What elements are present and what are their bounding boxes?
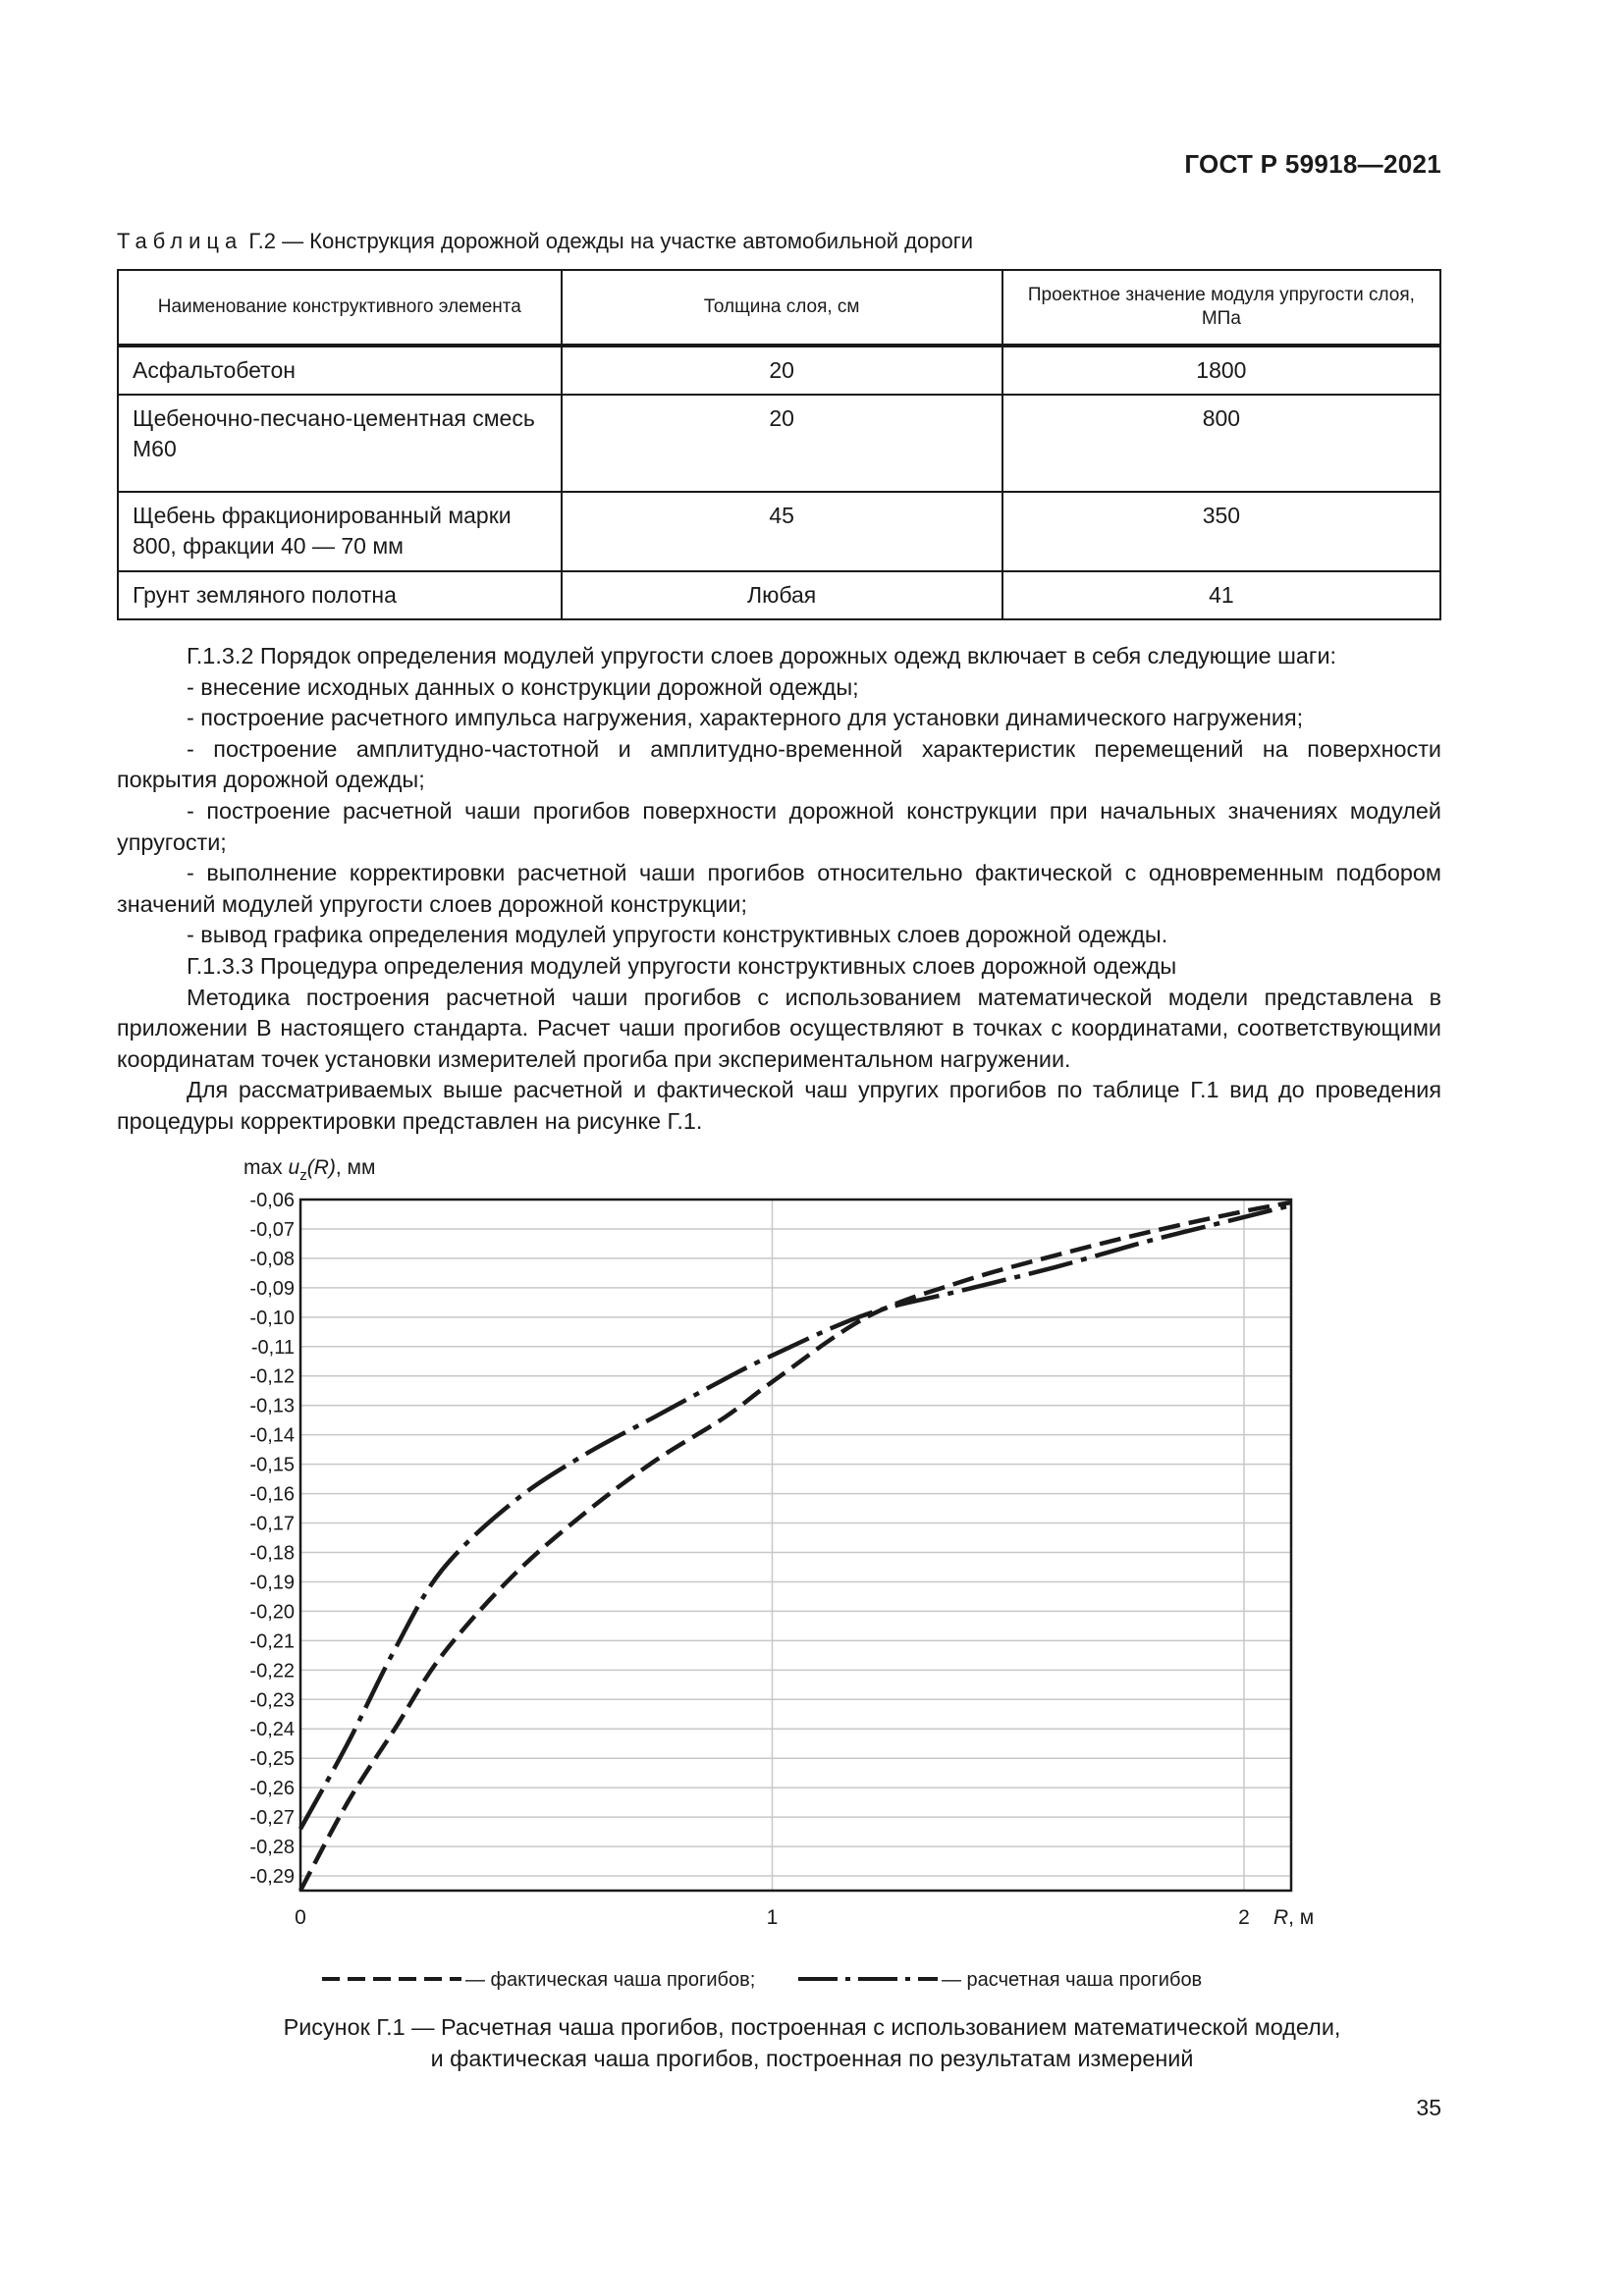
construction-table — [117, 269, 1441, 620]
cell-element-name: Грунт земляного полотна — [118, 571, 562, 619]
y-tick-label: -0,18 — [249, 1542, 295, 1565]
y-axis-title-unit: , мм — [335, 1156, 376, 1179]
cell-modulus: 1800 — [1002, 346, 1440, 395]
y-tick-label: -0,09 — [249, 1277, 295, 1300]
table-caption-prefix: Таблица — [117, 229, 244, 253]
figure-caption — [0, 2011, 1624, 2074]
y-tick-label: -0,10 — [249, 1307, 295, 1329]
y-tick-label: -0,11 — [250, 1336, 295, 1359]
page-number: 35 — [1416, 2095, 1441, 2120]
paragraph: Г.1.3.2 Порядок определения модулей упругости слоев дорожных одежд включает в себя следующие шаги: — [187, 643, 1337, 668]
y-tick-label: -0,08 — [249, 1248, 295, 1270]
y-tick-label: -0,16 — [249, 1483, 295, 1506]
y-tick-label: -0,24 — [249, 1719, 295, 1741]
y-axis-ticks — [249, 1190, 295, 1888]
column-header-thickness: Толщина слоя, см — [562, 270, 1002, 346]
cell-element-name: Щебеночно-песчано-цементная смесь М60 — [118, 395, 562, 492]
paragraph: - построение амплитудно-частотной и амплитудно-временной характеристик перемещений на поверхности покрытия дорожной одежды; — [117, 735, 1441, 793]
paragraph: Г.1.3.3 Процедура определения модулей упругости конструктивных слоев дорожной одежды — [187, 952, 1177, 979]
cell-modulus: 800 — [1002, 395, 1440, 492]
cell-element-name: Щебень фракционированный марки 800, фракции 40 — 70 мм — [118, 492, 562, 571]
table-row — [118, 346, 1440, 395]
paragraph: - построение расчетной чаши прогибов поверхности дорожной конструкции при начальных значениях модулей упругости; — [117, 797, 1441, 855]
column-header-element: Наименование конструктивного элемента — [118, 270, 562, 346]
x-tick-label: 1 — [766, 1906, 779, 1929]
y-tick-label: -0,17 — [249, 1513, 295, 1535]
x-axis-ticks — [295, 1906, 1250, 1929]
x-axis-title — [1273, 1906, 1314, 1929]
table-caption — [117, 229, 973, 254]
x-tick-label: 0 — [295, 1906, 306, 1929]
chart-legend — [322, 1969, 1202, 1991]
y-tick-label: -0,27 — [249, 1807, 295, 1830]
paragraph: - внесение исходных данных о конструкции дорожной одежды; — [187, 673, 859, 700]
chart-series — [300, 1202, 1291, 1891]
y-tick-label: -0,20 — [249, 1601, 295, 1624]
standard-header: ГОСТ Р 59918—2021 — [1184, 149, 1441, 179]
cell-thickness: 20 — [562, 346, 1002, 395]
y-tick-label: -0,14 — [249, 1424, 295, 1447]
paragraph: - вывод графика определения модулей упругости конструктивных слоев дорожной одежды. — [187, 922, 1168, 948]
paragraph: - построение расчетного импульса нагружения, характерного для установки динамического нагружения; — [187, 705, 1304, 731]
y-tick-label: -0,12 — [249, 1365, 295, 1388]
y-tick-label: -0,25 — [249, 1748, 295, 1771]
y-tick-label: -0,15 — [249, 1454, 295, 1476]
y-axis-title-prefix: max — [244, 1156, 289, 1179]
x-axis-title-var: R — [1272, 1906, 1289, 1929]
y-tick-label: -0,06 — [249, 1190, 295, 1211]
table-row — [118, 571, 1440, 619]
column-header-modulus: Проектное значение модуля упругости слоя, МПа — [1002, 270, 1440, 346]
series-line-actual — [300, 1202, 1291, 1891]
table-caption-text: Г.2 — Конструкция дорожной одежды на участке автомобильной дороги — [243, 229, 974, 253]
y-tick-label: -0,22 — [249, 1660, 295, 1682]
cell-thickness: Любая — [562, 571, 1002, 619]
legend-label-actual: — фактическая чаша прогибов; — [465, 1969, 756, 1991]
paragraph: Для рассматриваемых выше расчетной и фактической чаш упругих прогибов по таблице Г.1 вид до проведения процедуры корректировки представлен на рисунке Г.1. — [117, 1077, 1441, 1134]
y-axis-title-arg: (R) — [306, 1156, 336, 1179]
y-tick-label: -0,07 — [249, 1218, 295, 1241]
y-tick-label: -0,26 — [249, 1778, 295, 1800]
legend-label-calculated: — расчетная чаша прогибов — [942, 1969, 1203, 1991]
cell-modulus: 350 — [1002, 492, 1440, 571]
plot-frame — [300, 1200, 1291, 1891]
y-tick-label: -0,21 — [249, 1630, 295, 1653]
cell-thickness: 45 — [562, 492, 1002, 571]
x-tick-label: 2 — [1238, 1906, 1250, 1929]
chart-grid — [300, 1200, 1291, 1891]
y-axis-title-sub: z — [299, 1167, 307, 1184]
series-line-calculated — [300, 1205, 1291, 1829]
y-tick-label: -0,19 — [249, 1572, 295, 1594]
table-row — [118, 492, 1440, 571]
cell-modulus: 41 — [1002, 571, 1440, 619]
body-text — [117, 641, 1441, 1138]
cell-element-name: Асфальтобетон — [118, 346, 562, 395]
y-tick-label: -0,29 — [249, 1866, 295, 1889]
figure-caption-line: Рисунок Г.1 — Расчетная чаша прогибов, построенная с использованием математической модели, — [283, 2014, 1341, 2040]
y-tick-label: -0,13 — [249, 1395, 295, 1417]
table-row — [118, 395, 1440, 492]
x-axis-title-unit: , м — [1288, 1906, 1315, 1929]
cell-thickness: 20 — [562, 395, 1002, 492]
y-tick-label: -0,23 — [249, 1689, 295, 1712]
paragraph: - выполнение корректировки расчетной чаши прогибов относительно фактической с одновременным подбором значений модулей упругости слоев дорожной конструкции; — [117, 860, 1441, 917]
figure-caption-line: и фактическая чаша прогибов, построенная по результатам измерений — [430, 2046, 1194, 2071]
y-axis-title — [244, 1156, 375, 1184]
y-axis-title-var: u — [288, 1156, 300, 1179]
y-tick-label: -0,28 — [249, 1837, 295, 1859]
paragraph: Методика построения расчетной чаши прогибов с использованием математической модели представлена в приложении В настоящего стандарта. Расчет чаши прогибов осуществляют в точках с координатами, соответствующими координатам точек установки измерителей прогиба при экспериментальном нагружении. — [117, 984, 1441, 1072]
